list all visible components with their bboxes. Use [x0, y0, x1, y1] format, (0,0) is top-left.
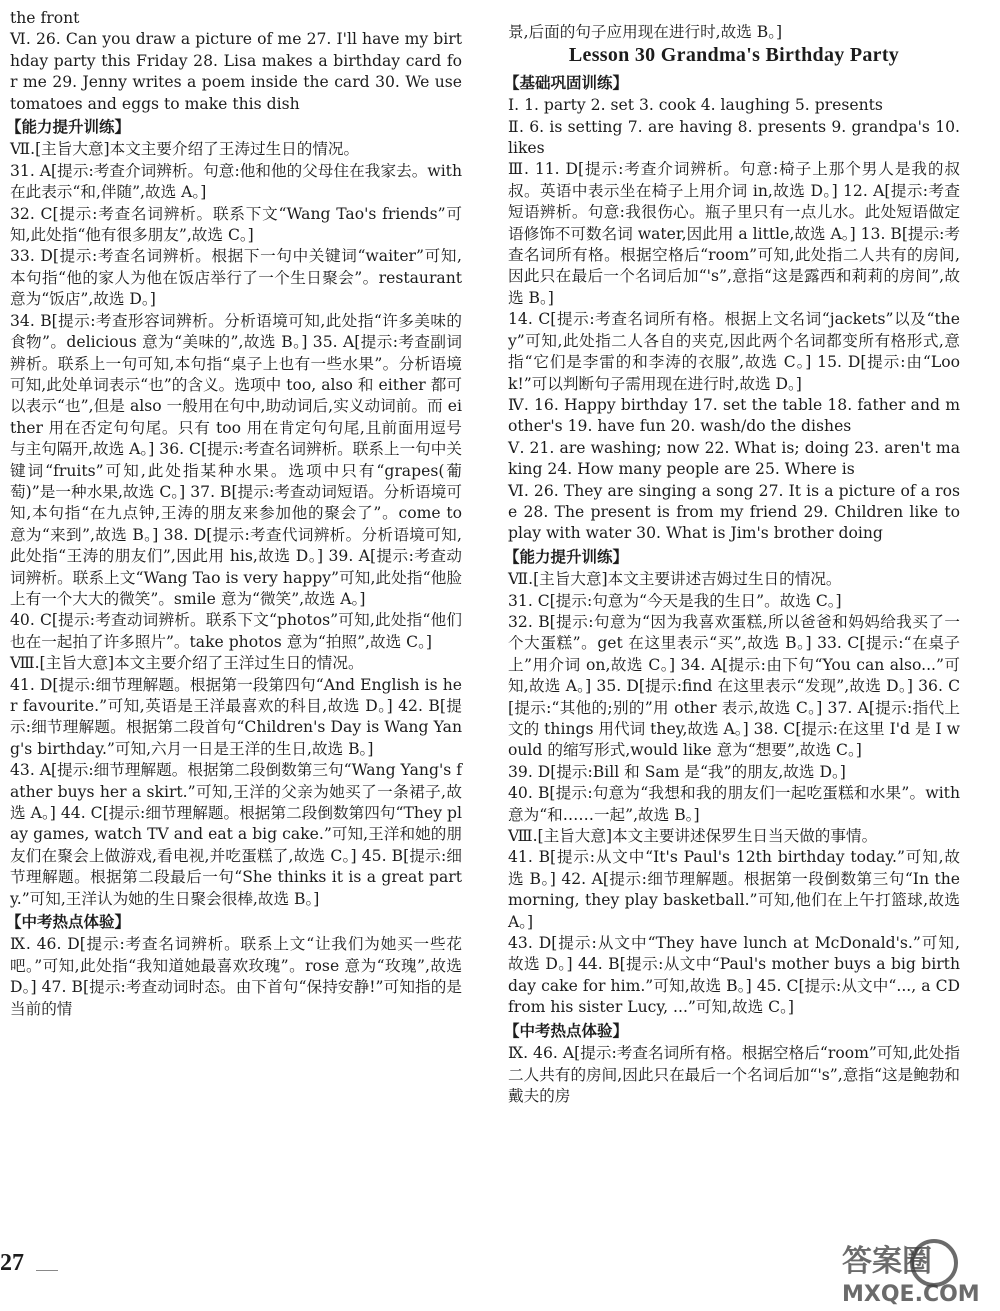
answer-line: 34. B[提示:考查形容词辨析。分析语境可知,此处指“许多美味的食物”。delicious 意为“美味的”,故选 B。] 35. A[提示:考查副词辨析。联系上一句可知,本句指“桌子上也有一些水果”。分析语境可知,此处单词表示“也”的含义。选项中 too, also 和 either 都可以表示“也”,但是 also 一般用在句中,助动词后,实义动词前。而 either 用在否定句句尾。只有 too 用在肯定句句尾,且前面用逗号与主句隔开,故选 A。] 36. C[提示:考查名词辨析。联系上一句中关键词“fruits”可知,此处指某种水果。选项中只有“grapes(葡萄)”是一种水果,故选 C。] 37. B[提示:考查动词短语。分析语境可知,本句指“在九点钟,王涛的朋友来参加他的聚会了”。come to 意为“来到”,故选 B。] 38. D[提示:考查代词辨析。分析语境可知,此处指“王涛的朋友们”,因此用 his,故选 D。] 39. A[提示:考查动词辨析。联系上文“Wang Tao is very happy”可知,此处指“他脸上有一个大大的微笑”。smile 意为“微笑”,故选 A。] — [10, 311, 462, 608]
footer-rule — [36, 1270, 58, 1271]
answer-line: Ⅷ.[主旨大意]本文主要介绍了王洋过生日的情况。 — [10, 654, 364, 673]
answer-line: Ⅸ. 46. A[提示:考查名词所有格。根据空格后“room”可知,此处指二人共有的房间,因此只在最后一个名词后加“'s”,意指“这是鲍勃和戴夫的房 — [508, 1044, 960, 1105]
answer-line: Ⅱ. 6. is setting 7. are having 8. presents 9. grandpa's 10. likes — [508, 117, 960, 158]
answer-line: 43. D[提示:从文中“They have lunch at McDonald's.”可知,故选 D。] 44. B[提示:从文中“Paul's mother buys a big birthday cake for him.”可知,故选 B。] 45. C[提示:从文中“..., a CD from his sister Lucy, ...”可知,故选 C。] — [508, 934, 960, 1017]
section-heading: 【中考热点体验】 — [6, 913, 131, 932]
answer-line: 40. C[提示:考查动词辨析。联系下文“photos”可知,此处指“他们也在一起拍了许多照片”。take photos 意为“拍照”,故选 C。] — [10, 611, 462, 651]
answer-line: 33. D[提示:考查名词辨析。根据下一句中关键词“waiter”可知,本句指“他的家人为他在饭店举行了一个生日聚会”。restaurant 意为“饭店”,故选 D。] — [10, 247, 462, 309]
answer-line: Ⅶ.[主旨大意]本文主要讲述吉姆过生日的情况。 — [508, 570, 842, 589]
answer-line: 14. C[提示:考查名词所有格。根据上文名词“jackets”以及“they”可知,此处指二人各自的夹克,因此两个名词都变所有格形式,意指“它们是李雷的和李涛的衣服”,故选 C。] 15. D[提示:由“Look!”可以判断句子需用现在进行时,故选 D。] — [508, 310, 960, 393]
lesson-title: Lesson 30 Grandma's Birthday Party — [568, 44, 900, 67]
answer-line: 景,后面的句子应用现在进行时,故选 B。] — [508, 23, 783, 41]
section-heading: 【基础巩固训练】 — [504, 73, 629, 92]
answer-line: Ⅴ. 21. are washing; now 22. What is; doing 23. aren't making 24. How many people are 25. Where is — [508, 438, 960, 479]
answer-line: Ⅵ. 26. Can you draw a picture of me 27. I'll have my birthday party this Friday 28. Lisa makes a birthday card for me 29. Jenny writes a poem inside the card 30. We use tomatoes and eggs to make this dish — [10, 30, 462, 113]
answer-line: 32. C[提示:考查名词辨析。联系下文“Wang Tao's friends”可知,此处指“他有很多朋友”,故选 C。] — [10, 204, 462, 245]
left-column — [6, 8, 462, 1020]
answer-line: 32. B[提示:句意为“因为我喜欢蛋糕,所以爸爸和妈妈给我买了一个大蛋糕”。get 在这里表示“买”,故选 B。] 33. C[提示:“在桌子上”用介词 on,故选 C。] 34. A[提示:由下句“You can also...”可知,故选 A。] 35. D[提示:find 在这里表示“发现”,故选 D。] 36. C[提示:“其他的;别的”用 other 表示,故选 C。] 37. A[提示:指代上文的 things 用代词 they,故选 A。] 38. C[提示:在这里 I'd 是 I would 的缩写形式,would like 意为“想要”,故选 C。] — [508, 612, 960, 760]
watermark-icon — [784, 1235, 994, 1307]
answer-line: 41. B[提示:从文中“It's Paul's 12th birthday today.”可知,故选 B。] 42. A[提示:细节理解题。根据第一段倒数第三句“In the morning, they play basketball.”可知,他们在上午打篮球,故选 A。] — [508, 848, 960, 931]
answer-line: Ⅶ.[主旨大意]本文主要介绍了王涛过生日的情况。 — [10, 140, 360, 159]
watermark-logo — [784, 1235, 994, 1307]
watermark-bottom-text: MXQE.COM — [842, 1282, 980, 1307]
answer-line: the front — [10, 9, 80, 27]
answer-line: Ⅲ. 11. D[提示:考查介词辨析。句意:椅子上那个男人是我的叔叔。英语中表示坐在椅子上用介词 in,故选 D。] 12. A[提示:考查短语辨析。句意:我很伤心。瓶子里只有一点儿水。此处短语做定语修饰不可数名词 water,因此用 a little,故选 A。] 13. B[提示:考查名词所有格。根据空格后“room”可知,此处指二人共有的房间,因此只在最后一个名词后加“'s”,意指“这是露西和莉莉的房间”,故选 B。] — [508, 160, 960, 307]
answer-line: 31. C[提示:句意为“今天是我的生日”。故选 C。] — [508, 591, 842, 610]
right-column — [504, 22, 960, 1107]
section-heading: 【能力提升训练】 — [504, 547, 629, 566]
answer-line: 43. A[提示:细节理解题。根据第二段倒数第三句“Wang Yang's father buys her a skirt.”可知,王洋的父亲为她买了一条裙子,故选 A。] 44. C[提示:细节理解题。根据第二段倒数第四句“They play games, watch TV and eat a big cake.”可知,王洋和她的朋友们在聚会上做游戏,看电视,并吃蛋糕了,故选 C。] 45. B[提示:细节理解题。根据第二段最后一句“She thinks it is a great party.”可知,王洋认为她的生日聚会很棒,故选 B。] — [10, 761, 462, 908]
answer-line: 41. D[提示:细节理解题。根据第一段第四句“And English is her favourite.”可知,英语是王洋最喜欢的科目,故选 D。] 42. B[提示:细节理解题。根据第二段首句“Children's Day is Wang Yang's birthday.”可知,六月一日是王洋的生日,故选 B。] — [10, 675, 462, 758]
answer-line: Ⅷ.[主旨大意]本文主要讲述保罗生日当天做的事情。 — [508, 827, 878, 846]
answer-line: Ⅵ. 26. They are singing a song 27. It is a picture of a rose 28. The present is from my friend 29. Children like to play with water 30. What is Jim's brother doing — [508, 481, 960, 543]
answer-line: Ⅸ. 46. D[提示:考查名词辨析。联系上文“让我们为她买一些花吧。”可知,此处指“我知道她最喜欢玫瑰”。rose 意为“玫瑰”,故选 D。] 47. B[提示:考查动词时态。由下首句“保持安静!”可知指的是当前的情 — [10, 935, 462, 1018]
answer-line: 39. D[提示:Bill 和 Sam 是“我”的朋友,故选 D。] — [508, 762, 846, 781]
answer-line: Ⅳ. 16. Happy birthday 17. set the table 18. father and mother's 19. have fun 20. wash/do the dishes — [508, 395, 960, 436]
section-heading: 【能力提升训练】 — [6, 118, 131, 137]
section-heading: 【中考热点体验】 — [504, 1021, 629, 1040]
answer-line: 40. B[提示:句意为“我想和我的朋友们一起吃蛋糕和水果”。with 意为“和……一起”,故选 B。] — [508, 784, 960, 824]
answer-line: 31. A[提示:考查介词辨析。句意:他和他的父母住在我家去。with 在此表示“和,伴随”,故选 A。] — [10, 161, 462, 202]
page-number: 27 — [0, 1250, 24, 1276]
watermark-top-text: 答案圈 — [842, 1244, 932, 1279]
answer-line: Ⅰ. 1. party 2. set 3. cook 4. laughing 5. presents — [508, 96, 883, 115]
